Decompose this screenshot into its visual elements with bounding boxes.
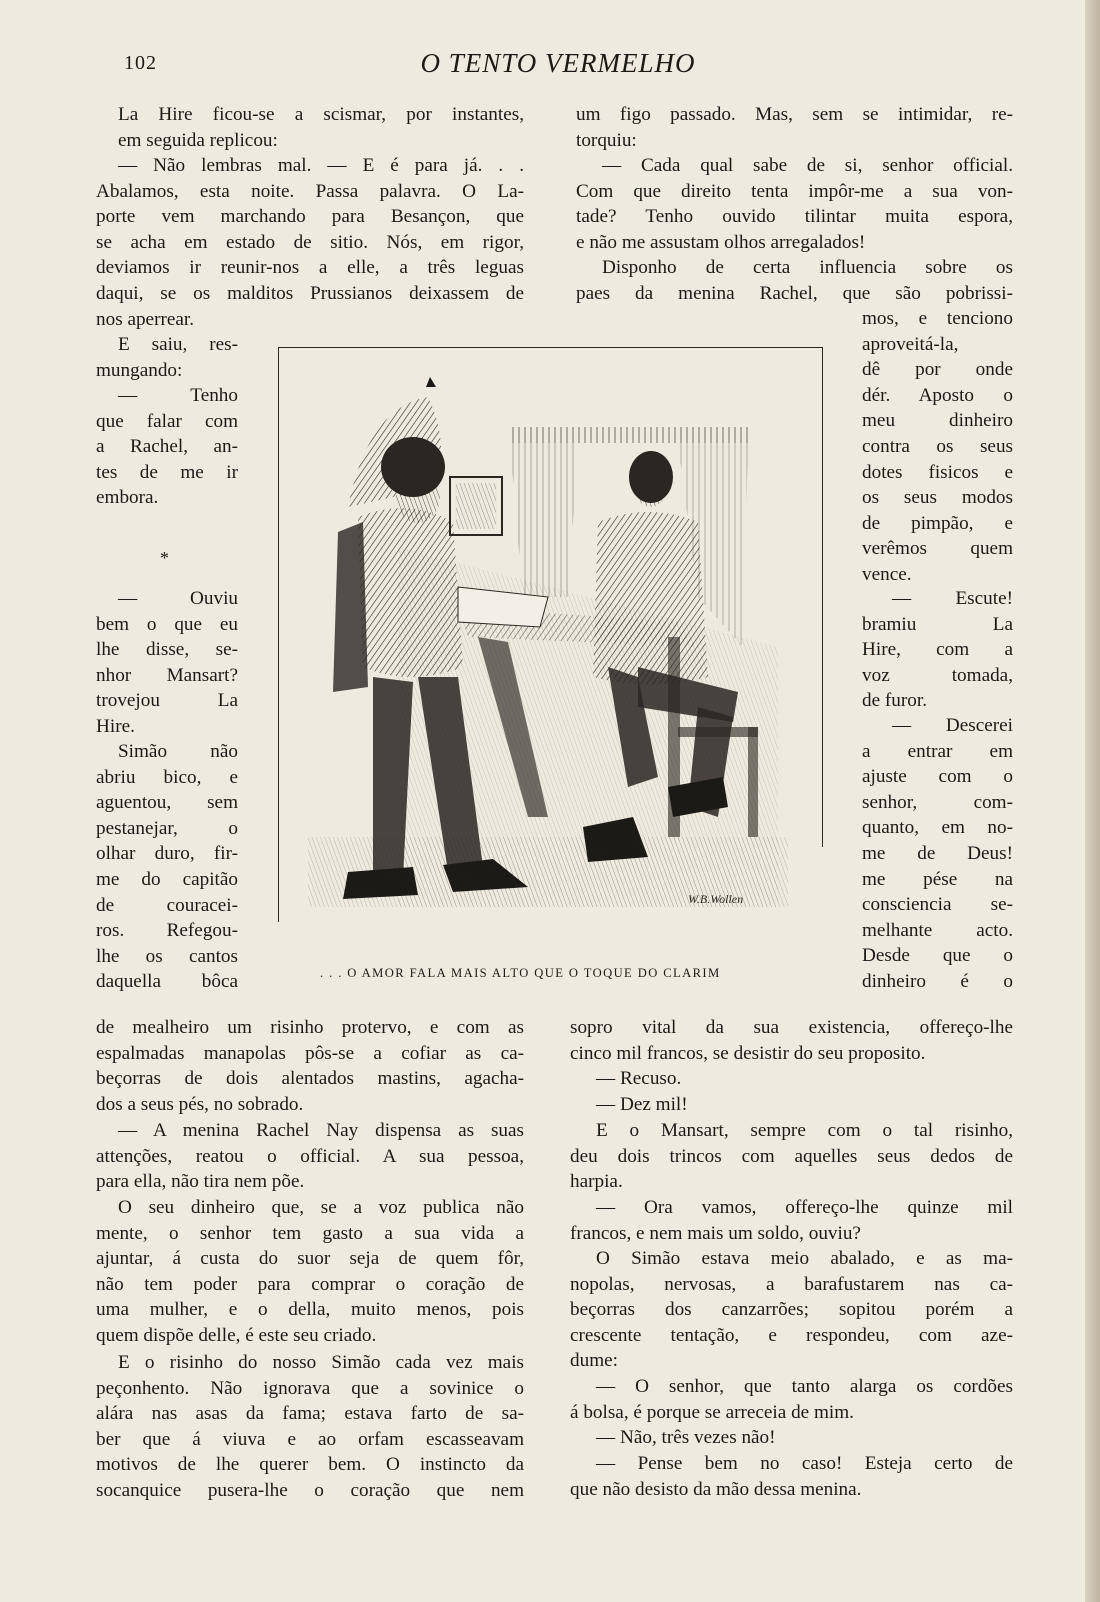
wall-picture-image <box>456 483 496 529</box>
right-paragraph-5 <box>862 713 1013 995</box>
text-line: lhe os cantos <box>96 945 238 967</box>
text-line: trovejou La <box>96 690 238 712</box>
left-paragraph-8 <box>96 1195 524 1349</box>
text-line: pestanejar, o <box>96 817 238 839</box>
text-line: nhor Mansart? <box>96 664 238 686</box>
text-line: á bolsa, é porque se arreceia de mim. <box>570 1401 854 1423</box>
text-line: — Escute! <box>892 588 1013 609</box>
text-line: bramiu La <box>862 613 1013 635</box>
right-paragraph-8 <box>570 1118 1013 1195</box>
text-line: consciencia se- <box>862 894 1013 916</box>
left-paragraph-3 <box>96 332 238 383</box>
text-line: E saiu, res- <box>118 334 238 355</box>
text-line: Hire. <box>96 715 135 737</box>
text-line: que não desisto da mão dessa menina. <box>570 1478 862 1500</box>
running-header <box>118 48 998 84</box>
text-line: a entrar em <box>862 740 1013 762</box>
left-paragraph-1 <box>118 102 524 153</box>
text-line: não tem poder para comprar o coração de <box>96 1273 524 1295</box>
officer-arm <box>333 522 368 692</box>
text-line: me pése na <box>862 868 1013 890</box>
text-line: crescente tentação, e respondeu, com aze- <box>570 1324 1013 1346</box>
text-line: — O senhor, que tanto alarga os cordões <box>596 1376 1013 1397</box>
text-line: tes de me ir <box>96 461 238 483</box>
left-paragraph-9 <box>96 1350 524 1504</box>
text-line: aguentou, sem <box>96 792 238 814</box>
text-line: ajuste com o <box>862 766 1013 788</box>
text-line: sopro vital da sua existencia, offereço-lhe <box>570 1017 1013 1038</box>
right-paragraph-12 <box>570 1425 1013 1451</box>
text-line: lhe disse, se- <box>96 639 238 661</box>
page-edge <box>1085 0 1100 1602</box>
text-line: melhante acto. <box>862 919 1013 941</box>
text-line: porte vem marchando para Besançon, que <box>96 206 524 228</box>
text-line: meu dinheiro <box>862 410 1013 432</box>
text-line: um figo passado. Mas, sem se intimidar, re- <box>576 104 1013 125</box>
left-paragraph-6 <box>96 739 238 995</box>
chair-leg <box>748 727 758 837</box>
text-line: nopolas, nervosas, a barafustarem nas ca- <box>570 1273 1013 1295</box>
frame-line <box>278 347 279 922</box>
text-line: Abalamos, esta noite. Passa palavra. O La- <box>96 180 524 202</box>
left-paragraph-2 <box>96 153 524 332</box>
right-paragraph-11 <box>570 1374 1013 1425</box>
text-line: E o Mansart, sempre com o tal risinho, <box>596 1120 1013 1141</box>
text-line: beçorras de dois alentados mastins, agacha- <box>96 1068 524 1090</box>
text-line: abriu bico, e <box>96 766 238 788</box>
text-line: — Não, três vezes não! <box>596 1427 776 1448</box>
text-line: ros. Refegou- <box>96 920 238 942</box>
text-line: deu dois trincos com aquelles seus dedos de <box>570 1145 1013 1167</box>
text-line: mente, o senhor tem gasto a sua vida a <box>96 1222 524 1244</box>
text-line: deviamos ir reunir-nos a elle, a três leguas <box>96 257 524 279</box>
text-line: daqui, se os malditos Prussianos deixassem de <box>96 282 524 304</box>
text-line: daquella bôca <box>96 971 238 993</box>
text-line: nos aperrear. <box>96 308 195 330</box>
text-line: e não me assustam olhos arregalados! <box>576 231 866 253</box>
section-separator: * <box>160 548 169 568</box>
text-line: quem dispõe delle, é este seu criado. <box>96 1324 377 1346</box>
text-line: beçorras dos canzarrões; sopitou porém a <box>570 1299 1013 1321</box>
text-line: me de Deus! <box>862 842 1013 864</box>
right-paragraph-4 <box>862 586 1013 714</box>
curtain-rod <box>508 427 748 443</box>
right-paragraph-3 <box>576 255 1013 306</box>
text-line: dê por onde <box>862 359 1013 381</box>
text-line: que falar com <box>96 410 238 432</box>
frame-line <box>278 347 823 348</box>
right-paragraph-3-continued <box>862 306 1013 588</box>
text-line: — Dez mil! <box>596 1094 688 1115</box>
text-line: — Ora vamos, offereço-lhe quinze mil <box>596 1197 1013 1218</box>
text-line: ber que á viuva e ao orfam escasseavam <box>96 1428 524 1450</box>
text-line: — Não lembras mal. — E é para já. . . <box>118 155 524 176</box>
text-line: dume: <box>570 1350 618 1372</box>
text-line: motivos de lhe querer bem. O instincto da <box>96 1454 524 1476</box>
text-line: — Cada qual sabe de si, senhor official. <box>602 155 1013 176</box>
text-line: Disponho de certa influencia sobre os <box>602 257 1013 278</box>
right-paragraph-5-continued <box>570 1015 1013 1066</box>
right-paragraph-10 <box>570 1246 1013 1374</box>
text-line: O Simão estava meio abalado, e as ma- <box>596 1248 1013 1269</box>
text-line: contra os seus <box>862 435 1013 457</box>
figure-caption: . . . O AMOR FALA MAIS ALTO QUE O TOQUE DO CLARIM <box>320 966 721 980</box>
text-line: voz tomada, <box>862 664 1013 686</box>
text-line: alára nas asas da fama; estava farto de sa- <box>96 1403 524 1425</box>
text-line: olhar duro, fir- <box>96 843 238 865</box>
text-line: — A menina Rachel Nay dispensa as suas <box>118 1120 524 1141</box>
text-line: os seus modos <box>862 487 1013 509</box>
text-line: bem o que eu <box>96 613 238 635</box>
left-paragraph-7 <box>96 1118 524 1195</box>
officer-torso <box>358 508 463 677</box>
text-line: de pimpão, e <box>862 512 1013 534</box>
text-line: — Tenho <box>118 385 238 406</box>
text-line: Com que direito tenta impôr-me a sua von- <box>576 180 1013 202</box>
text-line: quanto, em no- <box>862 817 1013 839</box>
text-line: de furor. <box>862 690 928 712</box>
right-paragraph-7 <box>570 1092 1013 1118</box>
text-line: dér. Aposto o <box>862 384 1013 406</box>
text-line: — Pense bem no caso! Esteja certo de <box>596 1453 1013 1474</box>
text-line: Simão não <box>118 741 238 762</box>
text-line: de couracei- <box>96 894 238 916</box>
text-line: Hire, com a <box>862 639 1013 661</box>
engraving-soldiers-scene <box>278 347 823 939</box>
text-line: embora. <box>96 487 159 509</box>
text-line: cinco mil francos, se desistir do seu proposito. <box>570 1042 926 1064</box>
text-line: espalmadas manapolas pôs-se a cofiar as ca- <box>96 1042 524 1064</box>
running-title: O TENTO VERMELHO <box>420 48 696 78</box>
text-line: mungando: <box>96 359 183 381</box>
text-line: ajuntar, á custa do suor seja de quem fôr, <box>96 1248 524 1270</box>
text-line: tade? Tenho ouvido tilintar muita espora, <box>576 206 1013 228</box>
text-line: — Ouviu <box>118 588 238 609</box>
artist-signature: W.B.Wollen <box>688 892 744 906</box>
seated-officer-face <box>635 467 667 507</box>
left-paragraph-5 <box>96 586 238 740</box>
page-number: 102 <box>124 52 157 74</box>
text-line: mos, e tenciono <box>862 308 1013 329</box>
text-line: me do capitão <box>96 868 238 890</box>
text-line: se acha em estado de sitio. Nós, em rigor, <box>96 231 524 253</box>
text-line: a Rachel, an- <box>96 436 238 458</box>
text-line: E o risinho do nosso Simão cada vez mais <box>118 1352 524 1373</box>
text-line: verêmos quem <box>862 538 1013 560</box>
text-line: em seguida replicou: <box>118 129 278 151</box>
text-line: paes da menina Rachel, que são pobrissi- <box>576 282 1013 304</box>
right-paragraph-9 <box>570 1195 1013 1246</box>
helmet-plume-tip <box>426 377 436 387</box>
text-line: Desde que o <box>862 945 1013 967</box>
text-line: socanquice pusera-lhe o coração que nem <box>96 1479 524 1501</box>
text-line: vence. <box>862 563 912 585</box>
text-line: harpia. <box>570 1171 623 1193</box>
left-paragraph-4 <box>96 383 238 511</box>
text-line: peçonhento. Não ignorava que a sovinice o <box>96 1377 524 1399</box>
text-line: dos a seus pés, no sobrado. <box>96 1093 304 1115</box>
frame-line <box>822 347 823 847</box>
text-line: — Recuso. <box>596 1068 682 1089</box>
right-paragraph-2 <box>576 153 1013 255</box>
text-line: uma mulher, e o della, muito menos, pois <box>96 1299 524 1321</box>
text-line: attenções, reatou o official. A sua pessoa, <box>96 1145 524 1167</box>
text-line: La Hire ficou-se a scismar, por instantes, <box>118 104 524 125</box>
right-paragraph-1 <box>576 102 1013 153</box>
curtain <box>510 443 578 597</box>
text-line: — Descerei <box>892 715 1013 736</box>
left-paragraph-6-continued <box>96 1015 524 1117</box>
text-line: O seu dinheiro que, se a voz publica não <box>118 1197 524 1218</box>
text-line: dotes fisicos e <box>862 461 1013 483</box>
seated-officer-torso <box>593 512 708 685</box>
illustration <box>278 347 823 939</box>
text-line: francos, e nem mais um soldo, ouviu? <box>570 1222 861 1244</box>
text-line: para ella, não tira nem põe. <box>96 1171 305 1193</box>
text-line: dinheiro é o <box>862 970 1013 992</box>
right-paragraph-13 <box>570 1451 1013 1502</box>
text-line: torquiu: <box>576 129 637 151</box>
right-paragraph-6 <box>570 1066 1013 1092</box>
text-line: aproveitá-la, <box>862 333 959 355</box>
text-line: senhor, com- <box>862 791 1013 813</box>
text-line: de mealheiro um risinho protervo, e com as <box>96 1017 524 1038</box>
